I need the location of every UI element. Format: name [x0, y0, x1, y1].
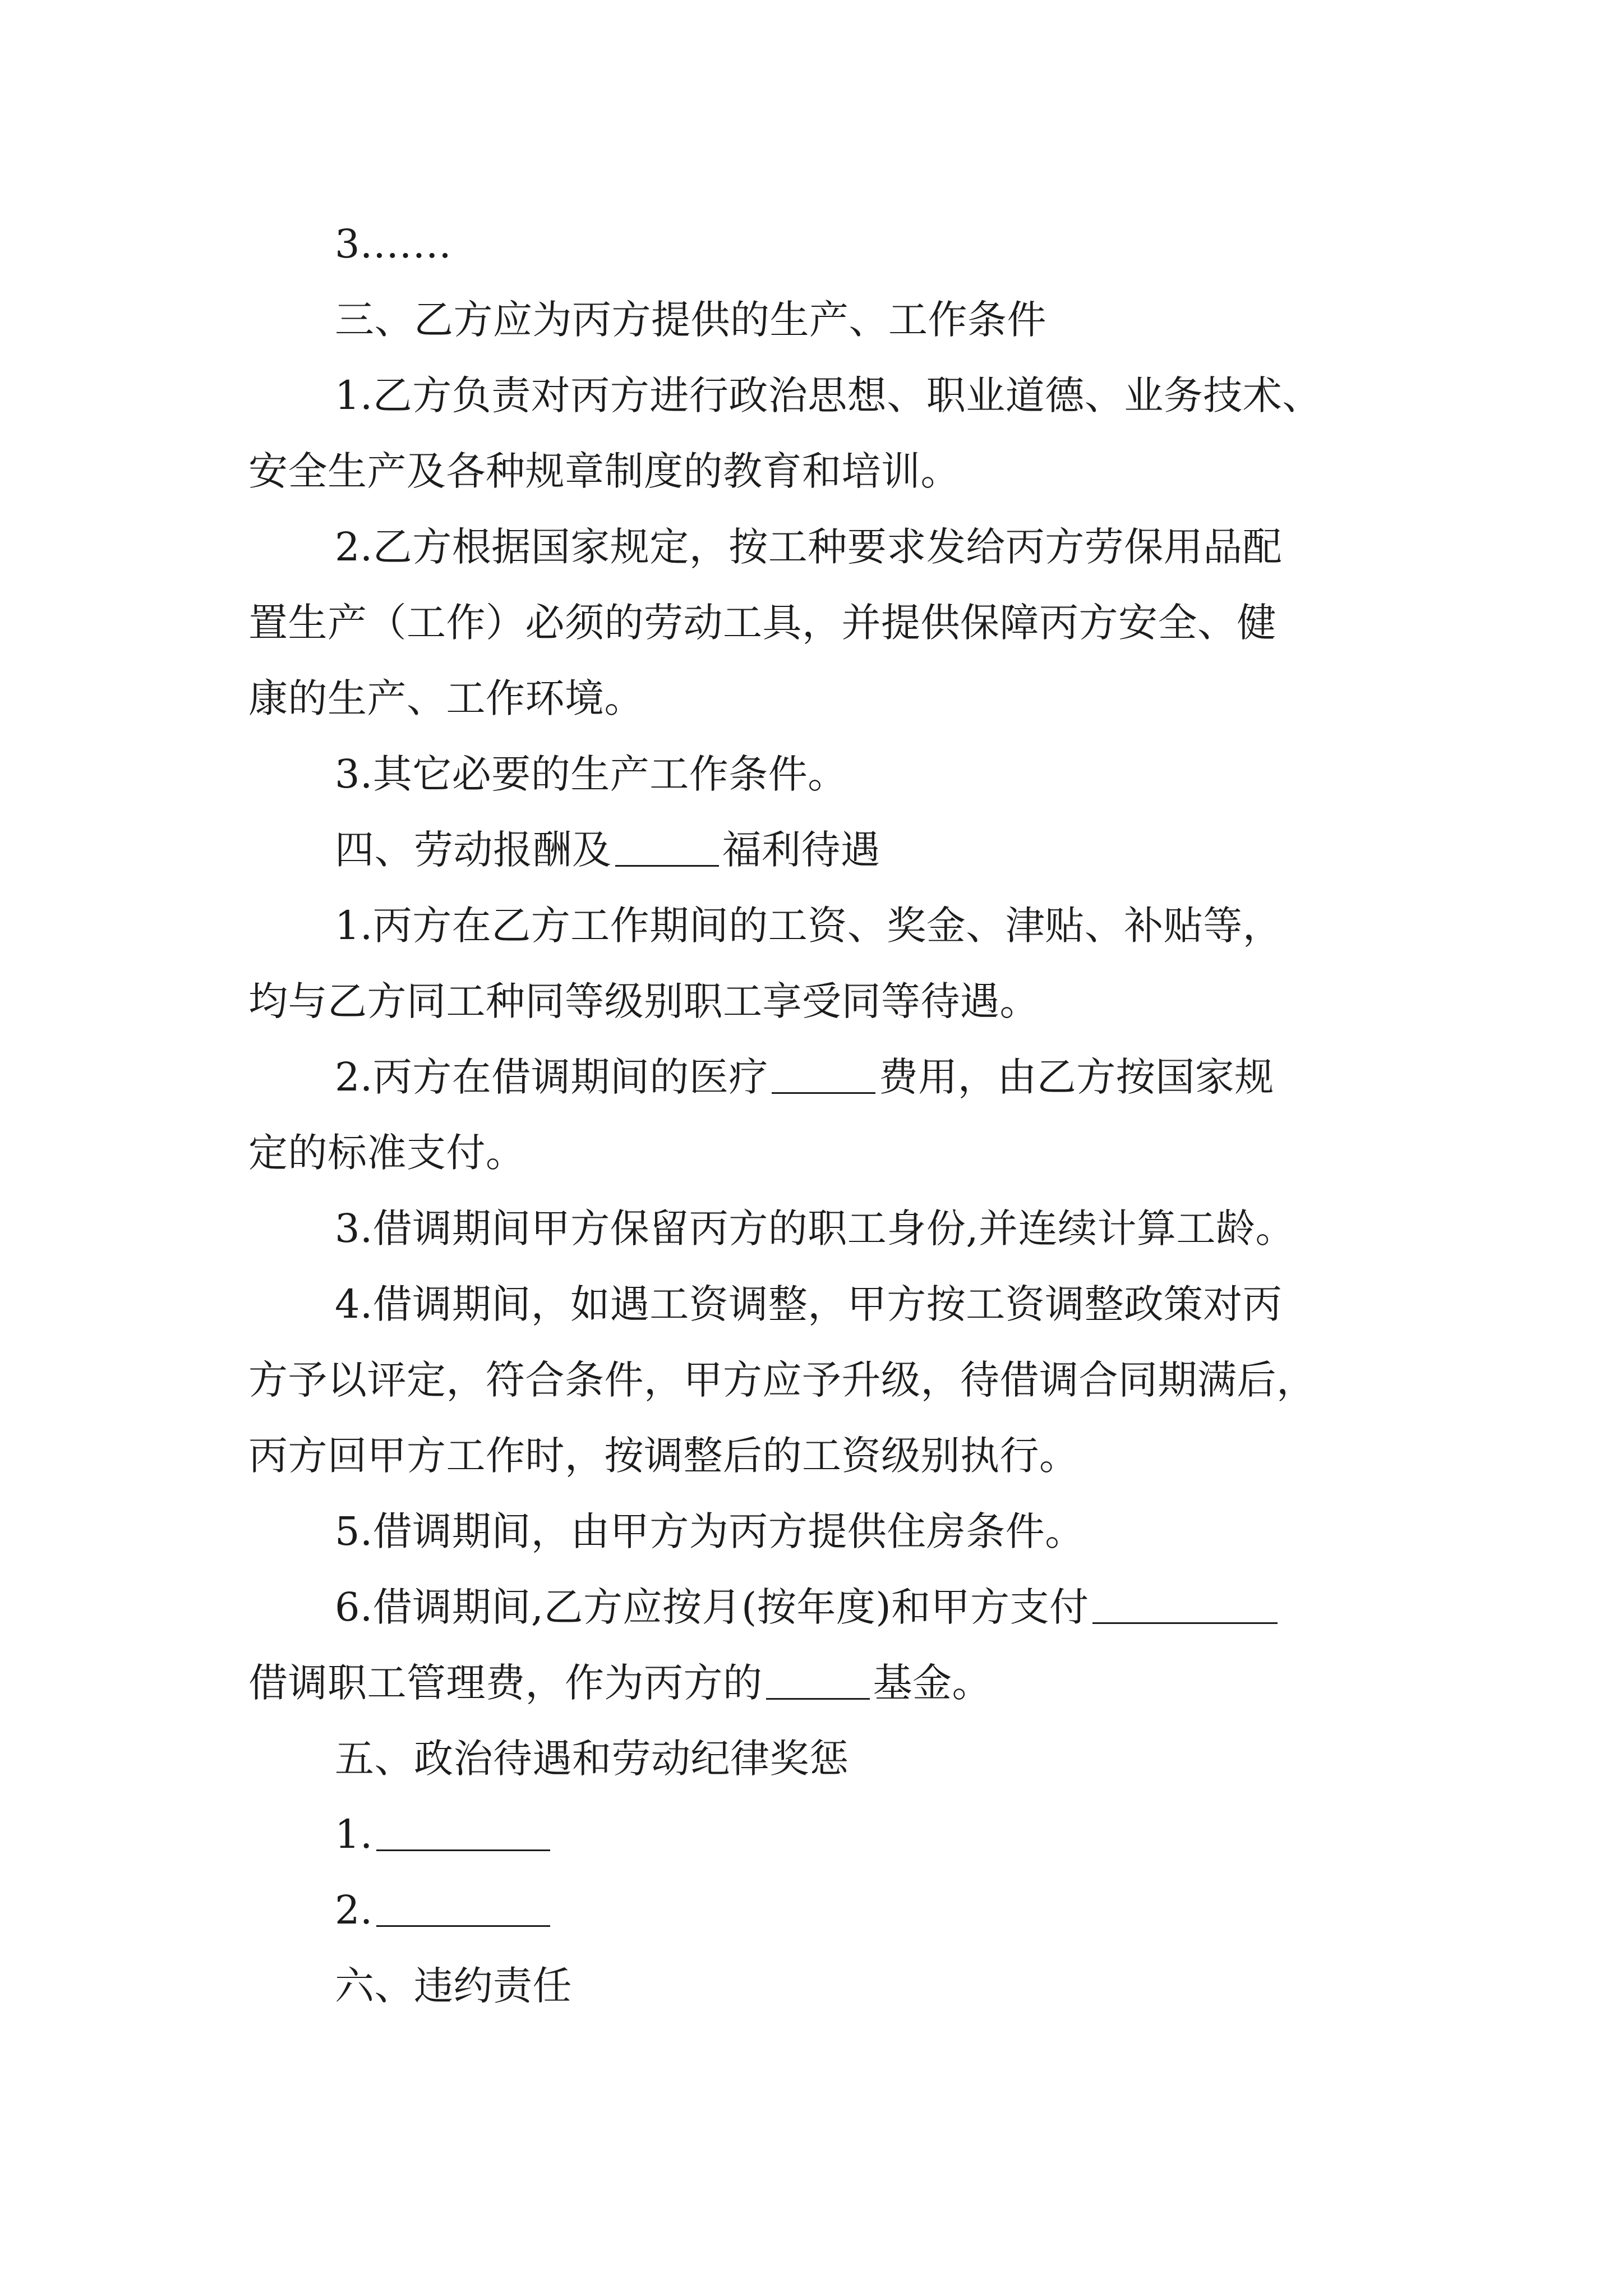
text-line — [335, 1273, 1282, 1335]
text-line — [248, 1425, 1079, 1487]
line-text: 五、政治待遇和劳动纪律奖惩 — [335, 1736, 849, 1782]
text-line — [335, 1576, 1281, 1638]
text-line — [248, 668, 644, 729]
line-text: 基金。 — [873, 1660, 992, 1706]
line-text: 2.丙方在借调期间的医疗 — [335, 1054, 768, 1100]
text-line — [335, 1879, 554, 1941]
line-text: 三、乙方应为丙方提供的生产、工作条件 — [335, 297, 1046, 343]
text-line — [335, 1046, 1274, 1108]
line-text: 方予以评定，符合条件，甲方应予升级，待借调合同期满后， — [248, 1357, 1316, 1403]
line-text: 四、劳动报酬及 — [335, 827, 612, 873]
line-text: 1.丙方在乙方工作期间的工资、奖金、津贴、补贴等， — [335, 903, 1283, 949]
line-text: 六、违约责任 — [335, 1963, 572, 2009]
blank-field[interactable] — [772, 1053, 875, 1094]
line-text: 3.…… — [335, 221, 452, 267]
section-heading-4 — [335, 819, 880, 881]
blank-field[interactable] — [376, 1810, 550, 1851]
text-line — [335, 365, 1322, 426]
section-heading-6 — [335, 1955, 572, 2017]
text-line — [248, 1349, 1316, 1411]
text-line — [248, 1122, 525, 1184]
line-text: 6.借调期间,乙方应按月(按年度)和甲方支付 — [335, 1584, 1089, 1630]
line-text: 康的生产、工作环境。 — [248, 675, 644, 721]
text-line — [335, 1198, 1295, 1259]
line-text: 3.其它必要的生产工作条件。 — [335, 751, 847, 797]
line-text: 1. — [335, 1811, 373, 1857]
line-text: 2. — [335, 1887, 373, 1933]
section-heading-5 — [335, 1728, 849, 1789]
text-line — [248, 592, 1276, 654]
line-text: 1.乙方负责对丙方进行政治思想、职业道德、业务技术、 — [335, 372, 1322, 418]
blank-field[interactable] — [766, 1659, 870, 1700]
blank-field[interactable] — [376, 1886, 550, 1927]
line-text: 借调职工管理费，作为丙方的 — [248, 1660, 763, 1706]
section-heading-3 — [335, 289, 1046, 351]
text-line — [335, 743, 847, 805]
line-text: 2.乙方根据国家规定，按工种要求发给丙方劳保用品配 — [335, 524, 1283, 570]
line-text: 置生产（工作）必须的劳动工具，并提供保障丙方安全、健 — [248, 600, 1276, 646]
line-text: 福利待遇 — [722, 827, 880, 873]
blank-field[interactable] — [615, 826, 719, 867]
line-text: 丙方回甲方工作时，按调整后的工资级别执行。 — [248, 1433, 1079, 1479]
text-line — [335, 1803, 554, 1865]
text-line — [248, 970, 1039, 1032]
text-line — [335, 213, 452, 275]
line-text: 定的标准支付。 — [248, 1130, 525, 1176]
line-text: 4.借调期间，如遇工资调整，甲方按工资调整政策对丙 — [335, 1281, 1283, 1327]
text-line — [335, 516, 1282, 578]
line-text: 均与乙方同工种同等级别职工享受同等待遇。 — [248, 978, 1039, 1024]
line-text: 安全生产及各种规章制度的教育和培训。 — [248, 448, 960, 494]
line-text: 5.借调期间，由甲方为丙方提供住房条件。 — [335, 1508, 1085, 1554]
line-text: 3.借调期间甲方保留丙方的职工身份,并连续计算工龄。 — [335, 1205, 1295, 1251]
text-line — [335, 1501, 1085, 1562]
text-line — [248, 1652, 992, 1714]
line-text: 费用，由乙方按国家规 — [878, 1054, 1274, 1100]
blank-field[interactable] — [1092, 1583, 1278, 1624]
text-line — [335, 895, 1282, 956]
text-line — [248, 440, 960, 502]
